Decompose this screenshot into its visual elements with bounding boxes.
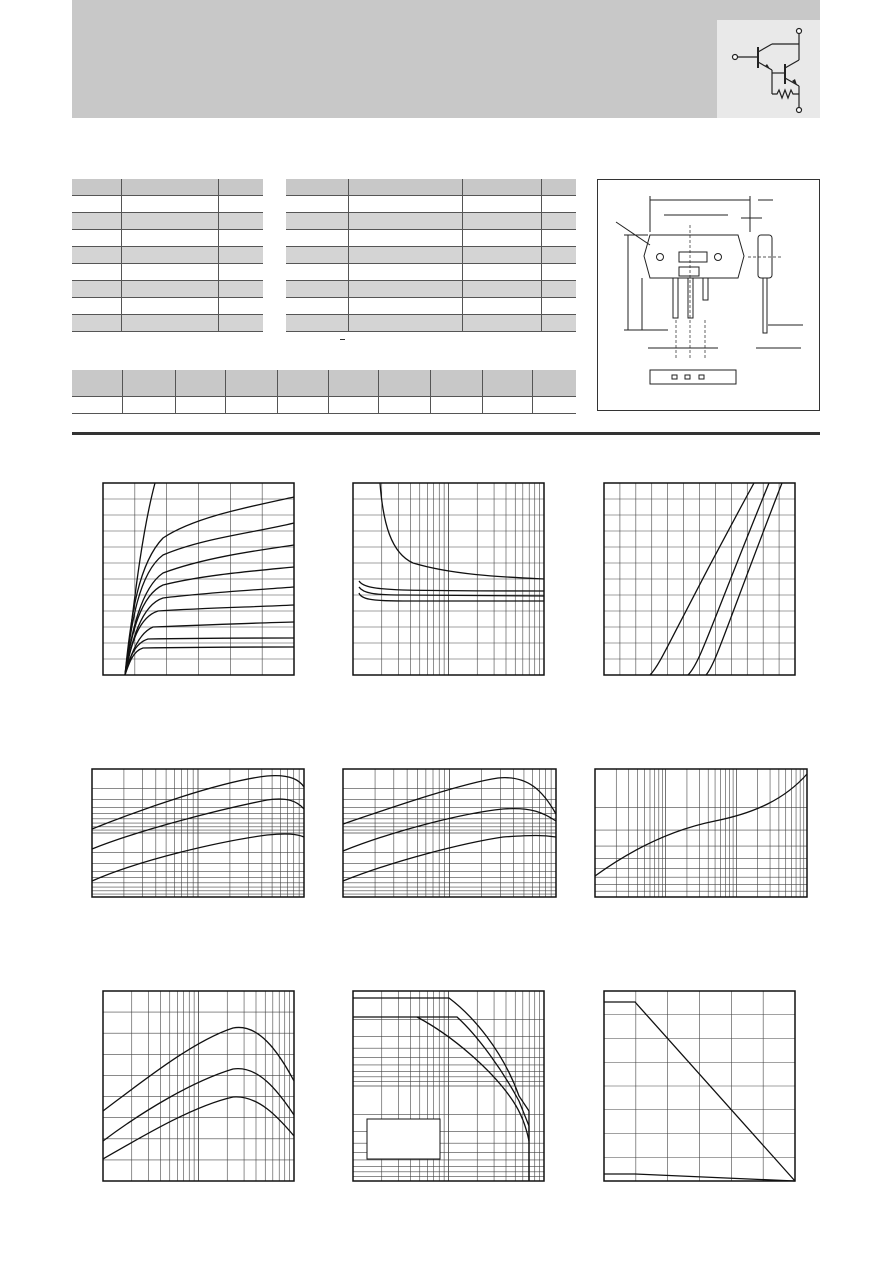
chart-grid: [343, 769, 556, 897]
chart-legend-box: [367, 1119, 440, 1159]
table-row: [72, 264, 263, 281]
chart-series: [359, 483, 544, 601]
table-row: [72, 247, 263, 264]
series-line: [595, 774, 807, 876]
table-row: [72, 230, 263, 247]
table-row: [72, 397, 576, 414]
circuit-symbol-panel: [717, 20, 820, 118]
chart-pc-ta: [604, 991, 795, 1181]
table-row: [286, 196, 576, 213]
table-row: [72, 315, 263, 332]
section-divider: [72, 432, 820, 435]
chart-frame: [595, 769, 807, 897]
table-row: [72, 298, 263, 315]
table-row: [286, 298, 576, 315]
chart-hfe-ic-2: [343, 769, 556, 897]
package-outline-panel: [597, 179, 820, 411]
table-header-row: [286, 179, 576, 196]
header-band: [72, 0, 820, 118]
chart-safe-operating-area: [353, 991, 544, 1181]
series-line: [125, 638, 294, 675]
chart-grid: [604, 483, 795, 675]
chart-grid: [353, 483, 544, 675]
series-line: [125, 545, 294, 675]
series-line: [125, 523, 294, 675]
table-header-row: [72, 179, 263, 196]
chart-series: [595, 774, 807, 876]
darlington-transistor-icon: [717, 20, 820, 118]
absolute-maximum-ratings-table: [72, 179, 263, 332]
chart-vce-ib: [353, 483, 544, 675]
chart-grid: [103, 991, 294, 1181]
electrical-characteristics-table: [286, 179, 576, 332]
series-line: [125, 647, 294, 675]
chart-hfe-ic-1: [92, 769, 304, 897]
table-row: [286, 281, 576, 298]
table-row: [72, 196, 263, 213]
chart-ft-ie: [103, 991, 294, 1181]
chart-grid: [595, 769, 807, 897]
footnote-mark: [340, 339, 345, 340]
series-line: [359, 581, 544, 591]
table-row: [72, 213, 263, 230]
series-line: [125, 587, 294, 675]
table-row: [286, 213, 576, 230]
table-row: [286, 230, 576, 247]
series-line: [125, 605, 294, 675]
h-fe-rank-table: [72, 370, 576, 414]
chart-grid: [604, 991, 795, 1181]
table-row: [286, 247, 576, 264]
table-row: [286, 264, 576, 281]
table-row: [286, 315, 576, 332]
chart-grid: [92, 769, 304, 897]
table-header-row: [72, 370, 576, 397]
chart-ic-vbe: [604, 483, 795, 675]
to-3p-package-outline-icon: [598, 180, 821, 412]
chart-ic-vce: [103, 483, 294, 675]
table-row: [72, 281, 263, 298]
chart-rth-time: [595, 769, 807, 897]
